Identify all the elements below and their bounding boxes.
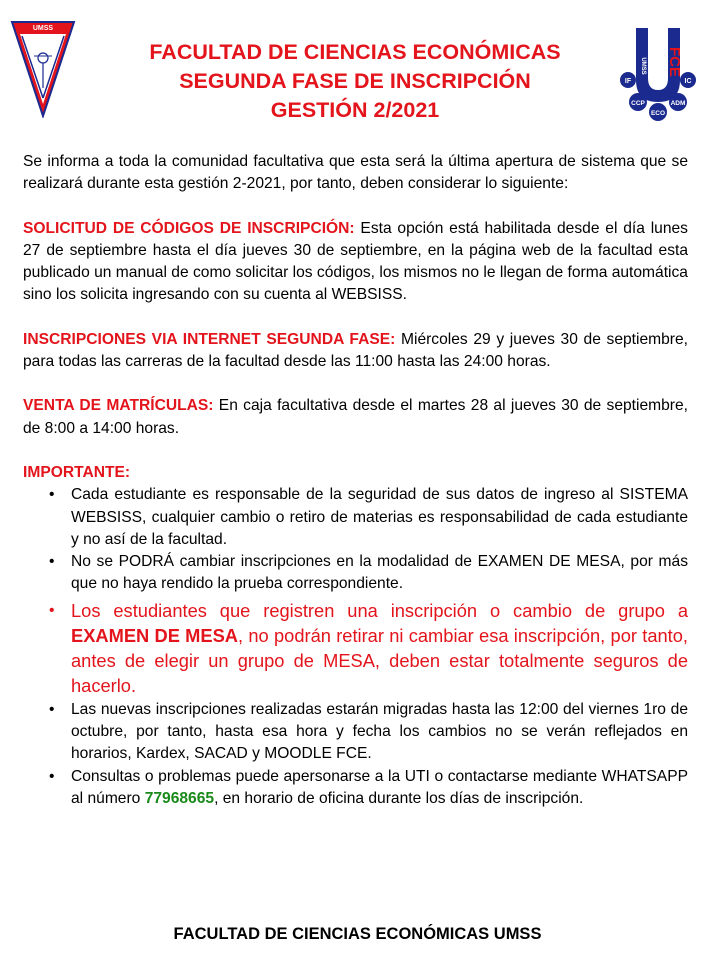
list-item-warning [23,598,688,698]
internet-paragraph [23,329,688,374]
footer-signature: FACULTAD DE CIENCIAS ECONÓMICAS UMSS [173,925,542,943]
importante-list [23,484,688,810]
title-line-1: FACULTAD DE CIENCIAS ECONÓMICAS [149,40,561,64]
bullet-icon: • [49,767,55,785]
bullet-text-5b: , en horario de oficina durante los días de inscripción. [214,789,584,807]
fce-logo-fce: FCE [666,47,683,77]
bullet-text-3b: , no podrán retirar ni cambiar esa inscripción, por tanto, antes de elegir un grupo de MESA, deben estar totalmente seguros de hacerlo. [71,624,688,696]
notice-body [23,151,688,810]
fce-logo [618,22,698,122]
bullet-text-3a: Los estudiantes que registren una inscripción o cambio de grupo a [71,599,688,621]
umss-logo [10,18,76,118]
fce-logo-adm: ADM [670,100,686,107]
venta-text: En caja facultativa desde el martes 28 al jueves 30 de septiembre, de 8:00 a 14:00 horas. [23,397,688,437]
list-item [23,551,688,596]
codigos-label: SOLICITUD DE CÓDIGOS DE INSCRIPCIÓN: [23,219,355,237]
internet-label: INSCRIPCIONES VIA INTERNET SEGUNDA FASE: [23,330,396,348]
codigos-text: Esta opción está habilitada desde el día lunes 27 de septiembre hasta el día jueves 30 de septiembre, en la página web de la facultad esta publicado un manual de como solicitar los códigos, los mismos no le llegan de forma automática sino los solicita ingresando con su cuenta al WEBSISS. [23,219,688,304]
examen-de-mesa-emphasis: EXAMEN DE MESA [71,624,238,646]
bullet-icon: • [49,486,55,504]
umss-logo-text: UMSS [32,25,54,32]
list-item [23,766,688,811]
venta-label: VENTA DE MATRÍCULAS: [23,397,214,415]
bullet-icon: • [49,700,55,718]
bullet-icon: • [49,601,55,619]
page-title [90,38,620,125]
title-line-2: SEGUNDA FASE DE INSCRIPCIÓN [179,69,531,93]
title-line-3: GESTIÓN 2/2021 [270,98,440,122]
internet-text: Miércoles 29 y jueves 30 de septiembre, para todas las carreras de la facultad desde las 11:00 hasta las 24:00 horas. [23,330,688,371]
venta-paragraph [23,395,688,440]
bullet-icon: • [49,553,55,571]
bullet-text-5a: Consultas o problemas puede apersonarse a la UTI o contactarse mediante WHATSAPP al número [71,767,688,807]
fce-logo-ccp: CCP [631,100,645,107]
importante-title: IMPORTANTE: [23,463,131,481]
list-item [23,484,688,551]
bullet-text-2: No se PODRÁ cambiar inscripciones en la modalidad de EXAMEN DE MESA, por más que no haya rendido la prueba correspondiente. [71,553,688,593]
whatsapp-number: 77968665 [144,789,215,807]
codigos-paragraph [23,218,688,307]
fce-logo-ic: IC [684,78,692,85]
fce-logo-if: IF [624,78,632,85]
bullet-text-1: Cada estudiante es responsable de la seguridad de sus datos de ingreso al SISTEMA WEBSISS, cualquier cambio o retiro de materias es responsabilidad de cada estudiante y no así de la facultad. [71,486,688,548]
bullet-text-4: Las nuevas inscripciones realizadas estarán migradas hasta las 12:00 del viernes 1ro de octubre, por tanto, hasta esa hora y fecha los cambios no se verán reflejados en horarios, Kardex, SACAD y MOODLE FCE. [71,700,688,763]
list-item [23,699,688,766]
intro-paragraph: Se informa a toda la comunidad facultativa que esta será la última apertura de sistema que se realizará durante esta gestión 2-2021, por tanto, deben considerar lo siguiente: [23,153,688,193]
fce-logo-u: U [652,23,664,39]
fce-logo-eco: ECO [650,110,666,117]
fce-logo-umss: UMSS [640,57,646,75]
